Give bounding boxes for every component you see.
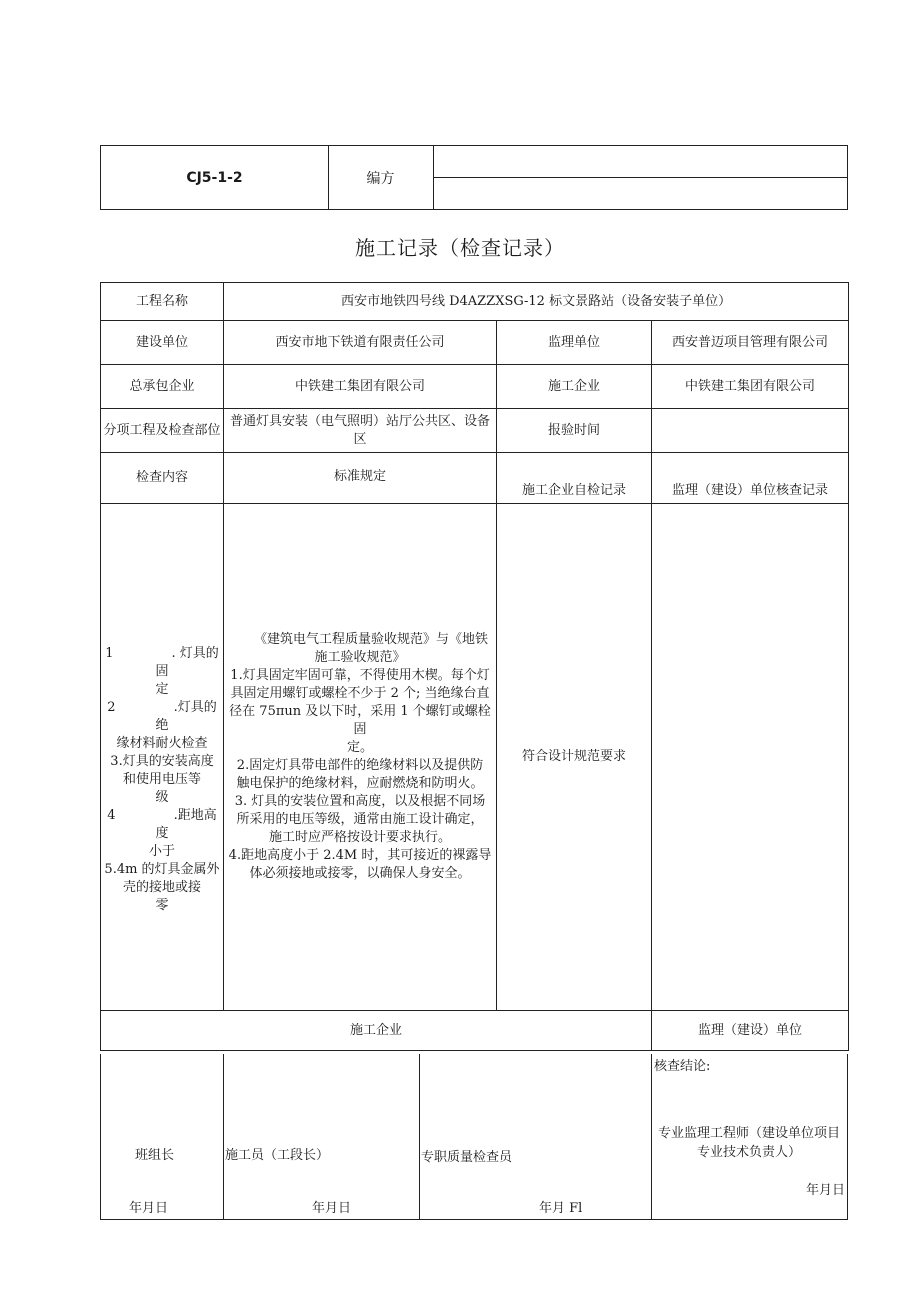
page-title: 施工记录（检查记录） bbox=[355, 236, 565, 260]
subitem-label: 分项工程及检查部位 bbox=[101, 409, 224, 453]
check-items: 1 . 灯具的固 定 2 .灯具的绝 缘材料耐火检查 3.灯具的安装高度 和使用电压等 级 4 .距地高度 小于 5.4m 的灯具金属外 壳的接地或接 零 bbox=[101, 504, 224, 1011]
row-subitem bbox=[101, 409, 849, 453]
project-name-label: 工程名称 bbox=[101, 283, 224, 321]
signature-row bbox=[100, 1054, 848, 1220]
check-item-4: 4 .距地高度 bbox=[107, 807, 217, 841]
engineer-label: 专业监理工程师（建设单位项目专业技术负责人） bbox=[657, 1126, 840, 1160]
sig-team-leader: 班组长 年月日 bbox=[101, 1054, 224, 1219]
construction-company-label: 施工企业 bbox=[497, 365, 652, 409]
supervisor-unit-label: 监理单位 bbox=[497, 321, 652, 365]
footer-construction-company: 施工企业 bbox=[101, 1011, 652, 1051]
header-blank-bottom bbox=[434, 178, 847, 209]
supervisor-check-result bbox=[652, 504, 849, 1011]
col-content-header: 检查内容 bbox=[101, 453, 224, 504]
sig-qc-inspector: 专职质量检查员 年月 Fl bbox=[420, 1054, 652, 1219]
builder-value: 西安市地下铁道有限责任公司 bbox=[224, 321, 497, 365]
contractor-value: 中铁建工集团有限公司 bbox=[224, 365, 497, 409]
project-name-value: 西安市地铁四号线 D4AZZXSG-12 标文景路站（设备安装子单位） bbox=[224, 283, 849, 321]
row-column-headers bbox=[101, 453, 849, 504]
sig-supervisor: 核查结论: 专业监理工程师（建设单位项目专业技术负责人） 年月日 bbox=[654, 1059, 845, 1198]
supervisor-unit-value: 西安普迈项目管理有限公司 bbox=[652, 321, 849, 365]
construction-company-value: 中铁建工集团有限公司 bbox=[652, 365, 849, 409]
header-blank-top bbox=[434, 146, 847, 178]
row-builder bbox=[101, 321, 849, 365]
form-header bbox=[100, 145, 848, 210]
row-contractor bbox=[101, 365, 849, 409]
record-table bbox=[100, 282, 849, 1051]
row-project-name bbox=[101, 283, 849, 321]
standard-text: 《建筑电气工程质量验收规范》与《地铁 施工验收规范》 1.灯具固定牢固可靠，不得使用木楔。每个灯 具固定用螺钉或螺栓不少于 2 个; 当绝缘台直 径在 75πun 及以下时，采用 1 个螺钉或螺栓固 定。 2.固定灯具带电部件的绝缘材料以及提供防 触电保护的绝缘材料，应耐燃烧和防明火。 3. 灯具的安装位置和高度，以及根据不同场 所采用的电压等级，通常由施工设计确定， 施工时应严格按设计要求执行。 4.距地高度小于 2.4M 时，其可接近的裸露导 体必须接地或接零，以确保人身安全。 bbox=[224, 504, 497, 1011]
contractor-label: 总承包企业 bbox=[101, 365, 224, 409]
check-item-1: 1 . 灯具的固 bbox=[105, 645, 219, 679]
builder-label: 建设单位 bbox=[101, 321, 224, 365]
sig-foreman: 施工员（工段长） 年月日 bbox=[224, 1054, 420, 1219]
footer-supervisor-unit: 监理（建设）单位 bbox=[652, 1011, 849, 1051]
form-code: CJ5-1-2 bbox=[101, 146, 329, 209]
row-check-body bbox=[101, 504, 849, 1011]
check-item-3: 3.灯具的安装高度 bbox=[110, 753, 214, 769]
col-self-check-header: 施工企业自检记录 bbox=[497, 453, 652, 504]
col-supervisor-check-header: 监理（建设）单位核查记录 bbox=[652, 453, 849, 504]
inspect-time-label: 报验时间 bbox=[497, 409, 652, 453]
inspect-time-value bbox=[652, 409, 849, 453]
col-standard-header: 标准规定 bbox=[224, 453, 497, 504]
self-check-result: 符合设计规范要求 bbox=[497, 504, 652, 1011]
subitem-value: 普通灯具安装（电气照明）站厅公共区、设备区 bbox=[224, 409, 497, 453]
bianfang-label: 编方 bbox=[328, 146, 434, 209]
row-footer-headers bbox=[101, 1011, 849, 1051]
check-item-2: 2 .灯具的绝 bbox=[107, 699, 217, 733]
